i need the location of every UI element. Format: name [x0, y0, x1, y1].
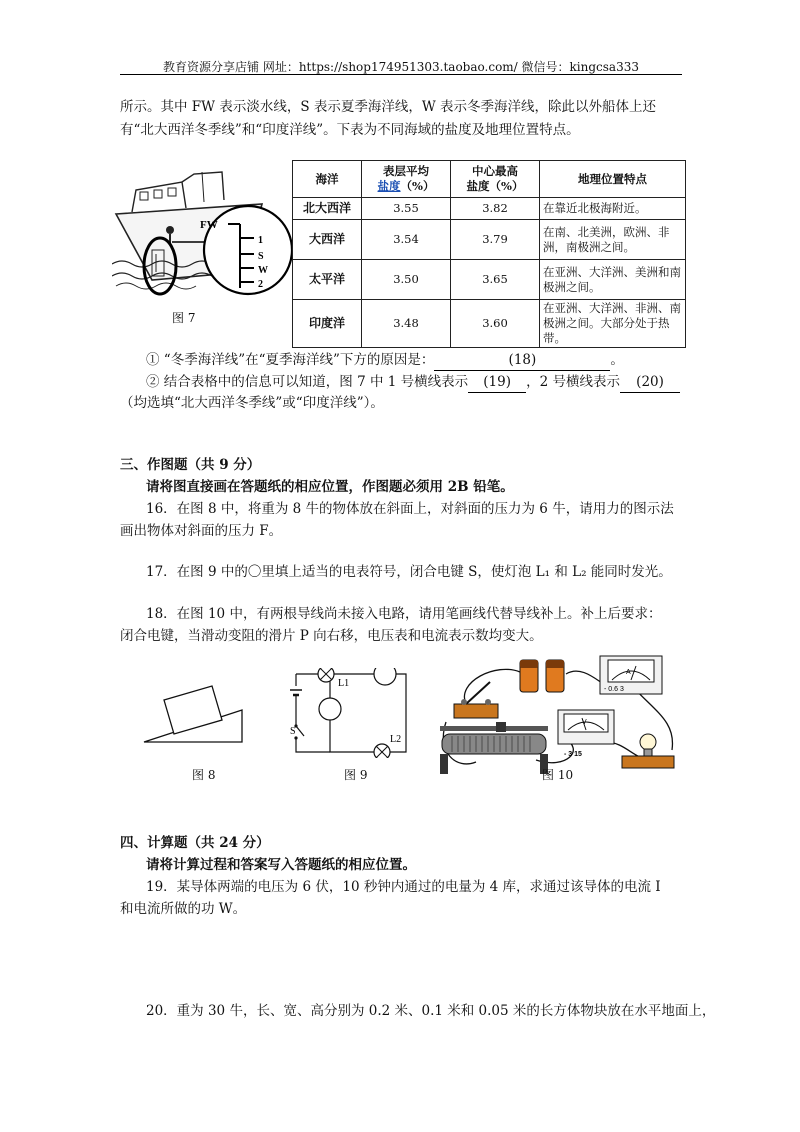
header-surface-link[interactable]: 盐度: [377, 179, 401, 193]
row-location: 在亚洲、大洋洲、美洲和南极洲之间。: [540, 260, 686, 300]
figure-7-caption: 图 7: [172, 311, 196, 325]
answer-blank-18[interactable]: (18): [434, 350, 610, 371]
label-line-2: 2: [258, 279, 263, 290]
section-4-title: 四、计算题（共 24 分）: [120, 835, 270, 851]
row-center: 3.60: [451, 300, 540, 348]
section-4-instruction: 请将计算过程和答案写入答题纸的相应位置。: [146, 857, 416, 873]
question-15-note: （均选填“北大西洋冬季线”或“印度洋线”）。: [120, 395, 384, 411]
figure-10-caption: 图 10: [542, 768, 574, 782]
row-location: 在南、北美洲，欧洲、非洲，南极洲之间。: [540, 220, 686, 260]
voltmeter-scale: - 3 15: [564, 751, 582, 758]
q2-prefix: ② 结合表格中的信息可以知道，图 7 中 1 号横线表示: [146, 374, 469, 390]
header-divider: [120, 74, 682, 75]
row-location: 在亚洲、大洋洲、非洲、南极洲之间。大部分处于热带。: [540, 300, 686, 348]
table-row: [293, 260, 686, 300]
figure-9-caption: 图 9: [344, 768, 368, 782]
q1-suffix: 。: [610, 352, 624, 368]
question-17: 17．在图 9 中的〇里填上适当的电表符号，闭合电键 S，使灯泡 L₁ 和 L₂ 能同时发光。: [146, 564, 672, 580]
battery-pack-icon: [520, 660, 564, 692]
table-header-row: [293, 161, 686, 198]
ammeter-letter: A: [626, 669, 631, 676]
header-center-b: 盐度（%）: [466, 179, 524, 193]
lamp-l1: [318, 668, 334, 682]
row-name: 印度洋: [293, 300, 362, 348]
q1-prefix: ① “冬季海洋线”在“夏季海洋线”下方的原因是：: [146, 352, 435, 368]
figure-8-caption: 图 8: [192, 768, 216, 782]
question-16-line-2: 画出物体对斜面的压力 F。: [120, 523, 283, 539]
meter-slot-middle[interactable]: [319, 698, 341, 720]
intro-line-2: 有“北大西洋冬季线”和“印度洋线”。下表为不同海域的盐度及地理位置特点。: [120, 122, 580, 138]
row-location: 在靠近北极海附近。: [540, 198, 686, 220]
section-3-title: 三、作图题（共 9 分）: [120, 457, 261, 473]
answer-blank-20[interactable]: (20): [620, 372, 680, 393]
answer-blank-19[interactable]: (19): [468, 372, 526, 393]
ammeter-scale: - 0.6 3: [604, 686, 624, 693]
label-s-switch: S: [290, 726, 296, 737]
row-surface: 3.54: [362, 220, 451, 260]
header-location: 地理位置特点: [540, 161, 686, 198]
knife-switch-icon: [454, 682, 498, 718]
row-center: 3.65: [451, 260, 540, 300]
voltmeter-icon: [558, 710, 614, 758]
label-l1: L1: [338, 678, 350, 689]
page-header: 教育资源分享店铺 网址：https://shop174951303.taobao.com/ 微信号：kingcsa333: [163, 60, 639, 74]
figure-7-ship-diagram: [112, 168, 292, 298]
header-surface-c: （%）: [400, 179, 435, 193]
table-row: [293, 300, 686, 348]
header-ocean: 海洋: [293, 161, 362, 198]
row-name: 太平洋: [293, 260, 362, 300]
salinity-table: [292, 160, 686, 348]
voltmeter-letter: V: [582, 719, 587, 726]
ammeter-icon: [600, 656, 662, 694]
question-18-line-2: 闭合电键，当滑动变阻的滑片 P 向右移，电压表和电流表示数均变大。: [120, 628, 543, 644]
label-fw: FW: [200, 219, 218, 231]
question-18-line-1: 18．在图 10 中，有两根导线尚未接入电路，请用笔画线代替导线补上。补上后要求：: [146, 606, 662, 622]
row-name: 北大西洋: [293, 198, 362, 220]
row-center: 3.79: [451, 220, 540, 260]
table-row: [293, 198, 686, 220]
rheostat-icon: [440, 722, 548, 774]
header-surface-a: 表层平均: [383, 164, 429, 178]
question-19-line-2: 和电流所做的功 W。: [120, 901, 247, 917]
header-center-a: 中心最高: [472, 164, 518, 178]
label-w: W: [258, 265, 268, 276]
label-line-1: 1: [258, 235, 263, 246]
question-19-line-1: 19．某导体两端的电压为 6 伏，10 秒钟内通过的电量为 4 库，求通过该导体的电流 I: [146, 879, 661, 895]
header-center-salinity: [451, 161, 540, 198]
section-3-instruction: 请将图直接画在答题纸的相应位置，作图题必须用 2B 铅笔。: [146, 479, 514, 495]
lamp-l2: [374, 744, 390, 758]
row-center: 3.82: [451, 198, 540, 220]
figure-9-circuit: [290, 668, 410, 758]
meter-slot-top[interactable]: [374, 668, 396, 685]
intro-line-1: 所示。其中 FW 表示淡水线，S 表示夏季海洋线，W 表示冬季海洋线，除此以外船体上还: [120, 99, 657, 115]
question-15-part-1: [146, 350, 624, 371]
row-surface: 3.55: [362, 198, 451, 220]
label-s: S: [258, 251, 264, 262]
figure-10-apparatus: [436, 652, 686, 778]
question-16-line-1: 16．在图 8 中，将重为 8 牛的物体放在斜面上，对斜面的压力为 6 牛，请用力的图示法: [146, 501, 674, 517]
row-surface: 3.48: [362, 300, 451, 348]
question-15-part-2: [146, 372, 680, 393]
label-l2: L2: [390, 734, 402, 745]
question-20: 20．重为 30 牛，长、宽、高分别为 0.2 米、0.1 米和 0.05 米的长方体物块放在水平地面上，: [146, 1003, 716, 1019]
header-surface-salinity: [362, 161, 451, 198]
row-name: 大西洋: [293, 220, 362, 260]
switch-blade: [296, 726, 304, 736]
table-row: [293, 220, 686, 260]
row-surface: 3.50: [362, 260, 451, 300]
figure-8-incline: [140, 680, 250, 746]
q2-mid: ，2 号横线表示: [526, 374, 621, 390]
